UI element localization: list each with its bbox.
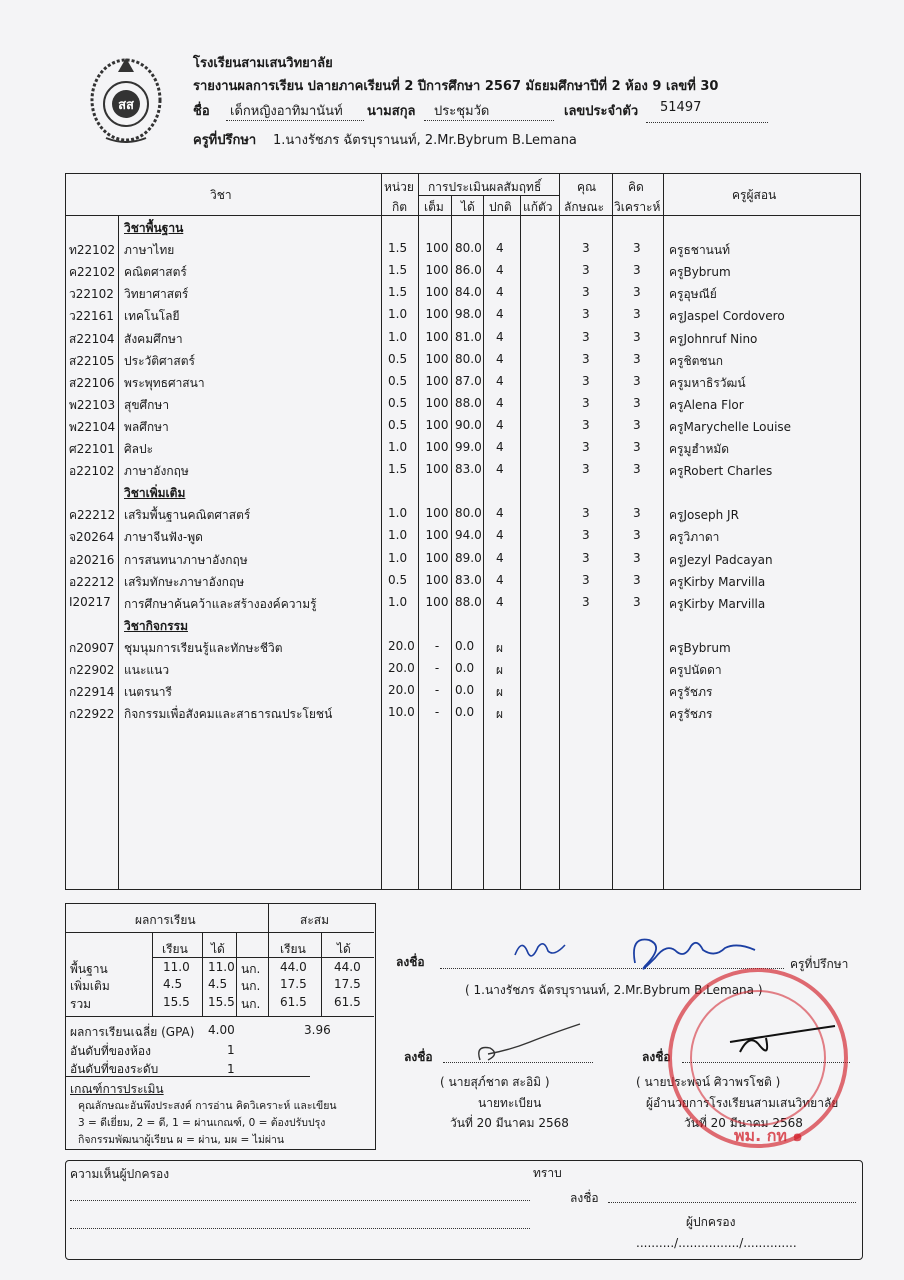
full-score: 100 xyxy=(425,373,449,388)
summary-acc-got: 61.5 xyxy=(334,995,361,1009)
header-think-1: คิด xyxy=(628,180,644,194)
header-think-2: วิเคราะห์ xyxy=(614,200,661,214)
subject-name: เสริมพื้นฐานคณิตศาสตร์ xyxy=(124,508,251,523)
school-logo xyxy=(86,50,166,146)
full-score: 100 xyxy=(425,572,449,587)
subject-name: ศิลปะ xyxy=(124,442,154,456)
student-id: 51497 xyxy=(660,100,702,115)
got-score: 80.0 xyxy=(455,506,482,521)
full-score: 100 xyxy=(425,351,449,366)
registrar-name: ( นายสุภ์ชาต สะอิมิ ) xyxy=(440,1075,550,1089)
characteristic-score: 3 xyxy=(582,550,590,565)
grade: ผ xyxy=(496,685,504,700)
teacher-name: ครูJoseph JR xyxy=(669,508,739,523)
section-heading: วิชาพื้นฐาน xyxy=(124,221,184,235)
teacher-name: ครูมหาธิรวัฒน์ xyxy=(669,375,746,390)
criteria-3: กิจกรรมพัฒนาผู้เรียน ผ = ผ่าน, มผ = ไม่ผ่าน xyxy=(78,1134,285,1146)
grade: 4 xyxy=(496,550,504,565)
subject-name: พลศึกษา xyxy=(124,419,169,434)
header-subject: วิชา xyxy=(210,188,232,202)
subject-name: เนตรนารี xyxy=(124,685,172,700)
thinking-score: 3 xyxy=(633,241,641,256)
credit: 1.5 xyxy=(388,263,408,278)
full-score: 100 xyxy=(425,550,449,565)
grade: 4 xyxy=(496,351,504,366)
criteria-title: เกณฑ์การประเมิน xyxy=(70,1082,164,1096)
credit: 1.0 xyxy=(388,440,408,454)
parent-role: ผู้ปกครอง xyxy=(686,1215,736,1229)
credit: 1.5 xyxy=(388,462,408,477)
grade: 4 xyxy=(496,528,504,543)
subject-code: อ20216 xyxy=(69,552,115,567)
teacher-name: ครูรัชภร xyxy=(669,685,713,700)
summary-row-label: พื้นฐาน xyxy=(70,962,108,976)
full-score: 100 xyxy=(425,285,449,300)
got-score: 98.0 xyxy=(455,307,482,322)
teacher-name: ครูวิภาดา xyxy=(669,530,720,545)
name-label: ชื่อ xyxy=(193,104,210,119)
parent-comment-label: ความเห็นผู้ปกครอง xyxy=(70,1167,170,1181)
credit: 20.0 xyxy=(388,661,415,675)
summary-row-label: เพิ่มเติม xyxy=(70,979,110,993)
credit: 1.5 xyxy=(388,241,408,256)
got-score: 83.0 xyxy=(455,572,482,587)
subject-code: ท22102 xyxy=(69,243,116,258)
advisor-names: 1.นางรัชภร ฉัตรบุรานนท์, 2.Mr.Bybrum B.Lemana xyxy=(273,133,577,148)
gpa-value: 4.00 xyxy=(208,1023,235,1037)
grade: 4 xyxy=(496,307,504,322)
teacher-name: ครูRobert Charles xyxy=(669,464,773,479)
thinking-score: 3 xyxy=(633,351,641,366)
full-score: 100 xyxy=(425,395,449,410)
header-char-1: คุณ xyxy=(577,180,597,194)
credit: 0.5 xyxy=(388,572,408,587)
summary-col-got: ได้ xyxy=(211,942,225,956)
credit: 10.0 xyxy=(388,705,415,720)
full-score: - xyxy=(434,683,440,698)
summary-got: 4.5 xyxy=(208,977,228,991)
got-score: 80.0 xyxy=(455,351,482,366)
characteristic-score: 3 xyxy=(582,506,590,521)
full-score: 100 xyxy=(425,506,449,521)
registrar-signature xyxy=(470,1020,590,1074)
full-score: 100 xyxy=(425,307,449,322)
full-score: - xyxy=(434,661,440,675)
student-surname: ประชุมวัด xyxy=(434,104,490,119)
registrar-date: วันที่ 20 มีนาคม 2568 xyxy=(450,1116,569,1130)
subject-name: คณิตศาสตร์ xyxy=(124,265,187,280)
summary-acc-col-study: เรียน xyxy=(280,942,306,956)
subject-name: แนะแนว xyxy=(124,663,170,677)
got-score: 88.0 xyxy=(455,594,482,609)
summary-unit: นก. xyxy=(241,962,261,976)
subject-name: วิทยาศาสตร์ xyxy=(124,287,189,302)
thinking-score: 3 xyxy=(633,417,641,432)
section-heading: วิชาเพิ่มเติม xyxy=(124,486,186,501)
grade: 4 xyxy=(496,373,504,388)
teacher-name: ครูมูฮำหมัด xyxy=(669,442,730,456)
subject-name: กิจกรรมเพื่อสังคมและสาธารณประโยชน์ xyxy=(124,707,333,722)
subject-code: ว22102 xyxy=(69,287,114,302)
characteristic-score: 3 xyxy=(582,440,590,454)
grade: 4 xyxy=(496,440,504,454)
full-score: 100 xyxy=(425,528,449,543)
characteristic-score: 3 xyxy=(582,572,590,587)
subject-code: พ22104 xyxy=(69,419,116,434)
subject-name: เสริมทักษะภาษาอังกฤษ xyxy=(124,574,245,589)
characteristic-score: 3 xyxy=(582,329,590,344)
grade: 4 xyxy=(496,572,504,587)
director-sign-label: ลงชื่อ xyxy=(642,1050,671,1064)
full-score: 100 xyxy=(425,594,449,609)
subject-code: ค22212 xyxy=(69,508,116,523)
thinking-score: 3 xyxy=(633,329,641,344)
subject-code: ก22902 xyxy=(69,663,115,677)
thinking-score: 3 xyxy=(633,307,641,322)
full-score: 100 xyxy=(425,417,449,432)
summary-study: 4.5 xyxy=(163,977,183,991)
summary-study: 11.0 xyxy=(163,960,190,974)
thinking-score: 3 xyxy=(633,506,641,521)
credit: 1.0 xyxy=(388,594,408,609)
credit: 1.0 xyxy=(388,506,408,521)
grade: 4 xyxy=(496,462,504,477)
header-credit-2: กิต xyxy=(392,200,408,214)
credit: 1.0 xyxy=(388,307,408,322)
credit: 20.0 xyxy=(388,683,415,698)
thinking-score: 3 xyxy=(633,550,641,565)
credit: 0.5 xyxy=(388,373,408,388)
advisor-label: ครูที่ปรึกษา xyxy=(193,133,257,148)
characteristic-score: 3 xyxy=(582,373,590,388)
full-score: 100 xyxy=(425,462,449,477)
got-score: 83.0 xyxy=(455,462,482,477)
characteristic-score: 3 xyxy=(582,351,590,366)
thinking-score: 3 xyxy=(633,263,641,278)
thinking-score: 3 xyxy=(633,594,641,609)
summary-acc-got: 44.0 xyxy=(334,960,361,974)
subject-code: จ20264 xyxy=(69,530,115,545)
subject-code: ก22922 xyxy=(69,707,115,722)
director-signature xyxy=(720,1012,840,1076)
teacher-name: ครูMarychelle Louise xyxy=(669,419,792,434)
subject-code: อ22102 xyxy=(69,464,115,479)
parent-sign-label: ลงชื่อ xyxy=(570,1191,599,1205)
subject-name: ประวัติศาสตร์ xyxy=(124,353,195,368)
characteristic-score: 3 xyxy=(582,307,590,322)
subject-code: ค22102 xyxy=(69,265,116,280)
director-name: ( นายประพจน์ ศิวาพรโชติ ) xyxy=(636,1075,781,1089)
thinking-score: 3 xyxy=(633,373,641,388)
credit: 0.5 xyxy=(388,395,408,410)
got-score: 86.0 xyxy=(455,263,482,278)
got-score: 88.0 xyxy=(455,395,482,410)
got-score: 0.0 xyxy=(455,638,475,653)
header-full: เต็ม xyxy=(424,200,444,214)
summary-acc-got: 17.5 xyxy=(334,977,361,991)
thinking-score: 3 xyxy=(633,285,641,300)
surname-label: นามสกุล xyxy=(367,104,416,119)
subject-code: I20217 xyxy=(69,594,111,609)
subject-code: ส22105 xyxy=(69,353,115,368)
credit: 1.0 xyxy=(388,528,408,543)
rank-room-label: อันดับที่ของห้อง xyxy=(70,1044,151,1058)
teacher-name: ครูรัชภร xyxy=(669,707,713,722)
credit: 20.0 xyxy=(388,638,415,653)
full-score: 100 xyxy=(425,241,449,256)
credit: 1.5 xyxy=(388,285,408,300)
characteristic-score: 3 xyxy=(582,528,590,543)
subject-code: ก22914 xyxy=(69,685,115,700)
subject-code: อ22212 xyxy=(69,574,115,589)
credit: 1.0 xyxy=(388,550,408,565)
got-score: 0.0 xyxy=(455,705,475,720)
characteristic-score: 3 xyxy=(582,263,590,278)
stamp-bottom-text: พม. กท ๑ xyxy=(734,1126,803,1145)
characteristic-score: 3 xyxy=(582,417,590,432)
section-heading: วิชากิจกรรม xyxy=(124,618,188,633)
grade: 4 xyxy=(496,329,504,344)
summary-row-label: รวม xyxy=(70,997,92,1011)
summary-study: 15.5 xyxy=(163,995,190,1009)
student-name: เด็กหญิงอาทิมานันท์ xyxy=(230,104,343,119)
summary-acc-study: 17.5 xyxy=(280,977,307,991)
gpa-label: ผลการเรียนเฉลี่ย (GPA) xyxy=(70,1025,195,1039)
summary-title: ผลการเรียน xyxy=(135,913,196,927)
subject-name: ภาษาจีนฟัง-พูด xyxy=(124,530,203,545)
full-score: 100 xyxy=(425,440,449,454)
got-score: 0.0 xyxy=(455,683,475,698)
director-role: ผู้อำนวยการโรงเรียนสามเสนวิทยาลัย xyxy=(646,1096,839,1110)
header-assessment: การประเมินผลสัมฤทธิ์ xyxy=(428,180,542,194)
teacher-name: ครูKirby Marvilla xyxy=(669,596,766,611)
registrar-sign-label: ลงชื่อ xyxy=(404,1050,433,1064)
criteria-2: 3 = ดีเยี่ยม, 2 = ดี, 1 = ผ่านเกณฑ์, 0 = ต้องปรับปรุง xyxy=(78,1117,326,1129)
subject-code: ศ22101 xyxy=(69,442,115,456)
subject-name: การสนทนาภาษาอังกฤษ xyxy=(124,552,248,567)
teacher-name: ครูJohnruf Nino xyxy=(669,331,758,346)
teacher-name: ครูธชานนท์ xyxy=(669,243,730,258)
characteristic-score: 3 xyxy=(582,594,590,609)
characteristic-score: 3 xyxy=(582,241,590,256)
teacher-name: ครูBybrum xyxy=(669,640,731,655)
grade: 4 xyxy=(496,506,504,521)
full-score: 100 xyxy=(425,263,449,278)
rank-room: 1 xyxy=(227,1043,235,1057)
rank-level: 1 xyxy=(227,1062,235,1076)
summary-accum-title: สะสม xyxy=(300,913,330,927)
teacher-name: ครูปนัดดา xyxy=(669,663,722,677)
credit: 0.5 xyxy=(388,351,408,366)
got-score: 94.0 xyxy=(455,528,482,543)
subject-name: การศึกษาค้นคว้าและสร้างองค์ความรู้ xyxy=(124,596,317,611)
advisor-sign-label: ลงชื่อ xyxy=(396,955,425,969)
subject-name: สุขศึกษา xyxy=(124,397,170,412)
full-score: - xyxy=(434,638,440,653)
teacher-name: ครูBybrum xyxy=(669,265,731,280)
header-char-2: ลักษณะ xyxy=(564,200,605,214)
grade: 4 xyxy=(496,263,504,278)
grade: 4 xyxy=(496,241,504,256)
summary-acc-study: 44.0 xyxy=(280,960,307,974)
subject-code: ส22104 xyxy=(69,331,115,346)
got-score: 99.0 xyxy=(455,440,482,454)
credit: 0.5 xyxy=(388,417,408,432)
grade: 4 xyxy=(496,395,504,410)
grade: ผ xyxy=(496,707,504,722)
characteristic-score: 3 xyxy=(582,395,590,410)
teacher-name: ครูJezyl Padcayan xyxy=(669,552,773,567)
credit: 1.0 xyxy=(388,329,408,344)
teacher-name: ครูอุษณีย์ xyxy=(669,287,717,302)
full-score: 100 xyxy=(425,329,449,344)
summary-unit: นก. xyxy=(241,997,261,1011)
summary-acc-col-got: ได้ xyxy=(337,942,351,956)
got-score: 80.0 xyxy=(455,241,482,256)
teacher-name: ครูKirby Marvilla xyxy=(669,574,766,589)
header-teacher: ครูผู้สอน xyxy=(732,188,777,202)
grade: ผ xyxy=(496,640,504,655)
subject-name: สังคมศึกษา xyxy=(124,331,183,346)
summary-got: 15.5 xyxy=(208,995,235,1009)
criteria-1: คุณลักษณะอันพึงประสงค์ การอ่าน คิดวิเคราะห์ และเขียน xyxy=(78,1100,337,1112)
thinking-score: 3 xyxy=(633,462,641,477)
header-normal: ปกติ xyxy=(489,200,512,214)
subject-name: ภาษาไทย xyxy=(124,243,175,258)
parent-ack-label: ทราบ xyxy=(533,1166,562,1180)
gpax-value: 3.96 xyxy=(304,1023,331,1037)
header-got: ได้ xyxy=(461,200,475,214)
thinking-score: 3 xyxy=(633,572,641,587)
characteristic-score: 3 xyxy=(582,285,590,300)
summary-col-study: เรียน xyxy=(162,942,188,956)
got-score: 87.0 xyxy=(455,373,482,388)
grade: ผ xyxy=(496,663,504,677)
got-score: 0.0 xyxy=(455,661,475,675)
subject-name: พระพุทธศาสนา xyxy=(124,375,205,390)
advisor-signature-1 xyxy=(510,935,570,969)
advisor-sign-role: ครูที่ปรึกษา xyxy=(790,957,849,971)
got-score: 81.0 xyxy=(455,329,482,344)
thinking-score: 3 xyxy=(633,440,641,454)
got-score: 90.0 xyxy=(455,417,482,432)
summary-acc-study: 61.5 xyxy=(280,995,307,1009)
summary-got: 11.0 xyxy=(208,960,235,974)
teacher-name: ครูชิตชนก xyxy=(669,353,724,368)
report-title: รายงานผลการเรียน ปลายภาคเรียนที่ 2 ปีการศึกษา 2567 มัธยมศึกษาปีที่ 2 ห้อง 9 เลขที่ 30 xyxy=(193,79,719,94)
subject-code: ก20907 xyxy=(69,640,115,655)
rank-level-label: อันดับที่ของระดับ xyxy=(70,1062,159,1076)
got-score: 89.0 xyxy=(455,550,482,565)
subject-name: ชุมนุมการเรียนรู้และทักษะชีวิต xyxy=(124,640,283,655)
full-score: - xyxy=(434,705,440,720)
header-fix: แก้ตัว xyxy=(523,200,553,214)
svg-text:สส: สส xyxy=(118,98,134,113)
registrar-role: นายทะเบียน xyxy=(478,1096,542,1110)
parent-date: ........../................/.............. xyxy=(636,1236,797,1250)
characteristic-score: 3 xyxy=(582,462,590,477)
summary-unit: นก. xyxy=(241,979,261,993)
grade: 4 xyxy=(496,594,504,609)
advisor-sign-names: ( 1.นางรัชภร ฉัตรบุรานนท์, 2.Mr.Bybrum B.Lemana ) xyxy=(465,983,763,997)
subject-name: เทคโนโลยี xyxy=(124,309,180,324)
subject-code: ส22106 xyxy=(69,375,115,390)
subject-name: ภาษาอังกฤษ xyxy=(124,464,189,479)
teacher-name: ครูJaspel Cordovero xyxy=(669,309,785,324)
got-score: 84.0 xyxy=(455,285,482,300)
grade: 4 xyxy=(496,417,504,432)
thinking-score: 3 xyxy=(633,528,641,543)
header-credit-1: หน่วย xyxy=(384,180,414,194)
subject-code: พ22103 xyxy=(69,397,116,412)
thinking-score: 3 xyxy=(633,395,641,410)
director-date: วันที่ 20 มีนาคม 2568 xyxy=(684,1116,803,1130)
subject-code: ว22161 xyxy=(69,309,114,324)
school-name: โรงเรียนสามเสนวิทยาลัย xyxy=(193,56,333,71)
grade: 4 xyxy=(496,285,504,300)
teacher-name: ครูAlena Flor xyxy=(669,397,744,412)
student-id-label: เลขประจำตัว xyxy=(564,104,639,119)
